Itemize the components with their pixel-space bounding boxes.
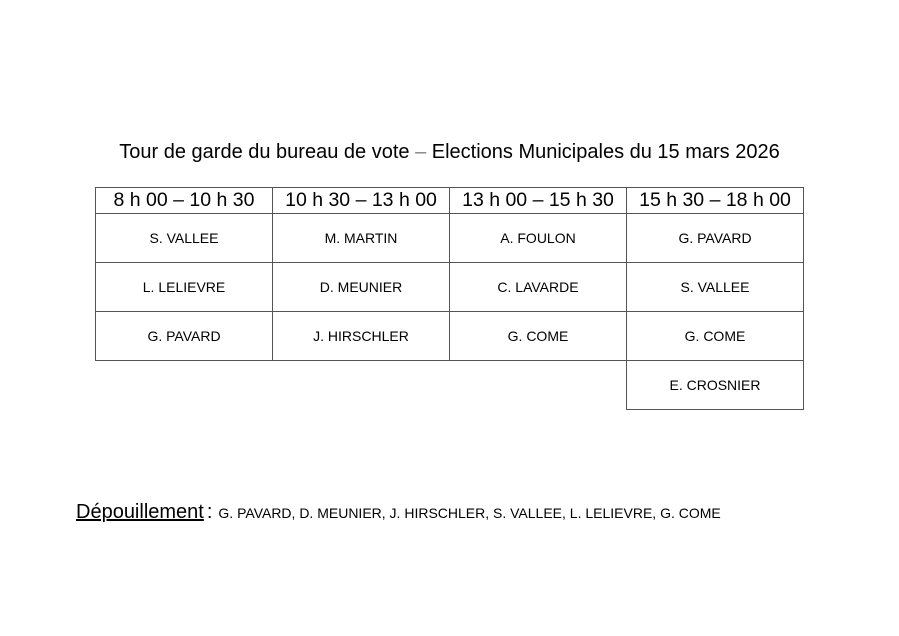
table-cell: J. HIRSCHLER [273,312,450,361]
title-part1: Tour de garde du bureau de vote [119,141,410,163]
table-cell: D. MEUNIER [273,263,450,312]
table-cell: G. PAVARD [627,214,804,263]
table-cell: E. CROSNIER [627,361,804,410]
table-cell: G. PAVARD [96,312,273,361]
counting-names: G. PAVARD, D. MEUNIER, J. HIRSCHLER, S. VALLEE, L. LELIEVRE, G. COME [218,505,721,521]
schedule-table [95,187,804,410]
table-cell: A. FOULON [450,214,627,263]
title-dash: – [415,141,427,163]
table-cell: C. LAVARDE [450,263,627,312]
table-cell-empty [96,361,273,410]
table-cell: S. VALLEE [627,263,804,312]
counting-label: Dépouillement [76,501,204,523]
table-cell: L. LELIEVRE [96,263,273,312]
table-row [96,214,804,263]
table-row [96,312,804,361]
header-row [96,188,804,214]
table-row [96,361,804,410]
table-cell-empty [450,361,627,410]
header-slot-4: 15 h 30 – 18 h 00 [627,188,804,214]
header-slot-3: 13 h 00 – 15 h 30 [450,188,627,214]
header-slot-2: 10 h 30 – 13 h 00 [273,188,450,214]
table-cell: M. MARTIN [273,214,450,263]
table-cell: G. COME [450,312,627,361]
table-cell-empty [273,361,450,410]
page-title [0,139,899,165]
header-slot-1: 8 h 00 – 10 h 30 [96,188,273,214]
title-part2: Elections Municipales du 15 mars 2026 [431,141,780,163]
counting-section [76,500,721,526]
table-cell: S. VALLEE [96,214,273,263]
table-cell: G. COME [627,312,804,361]
table-row [96,263,804,312]
counting-colon: : [206,501,213,523]
